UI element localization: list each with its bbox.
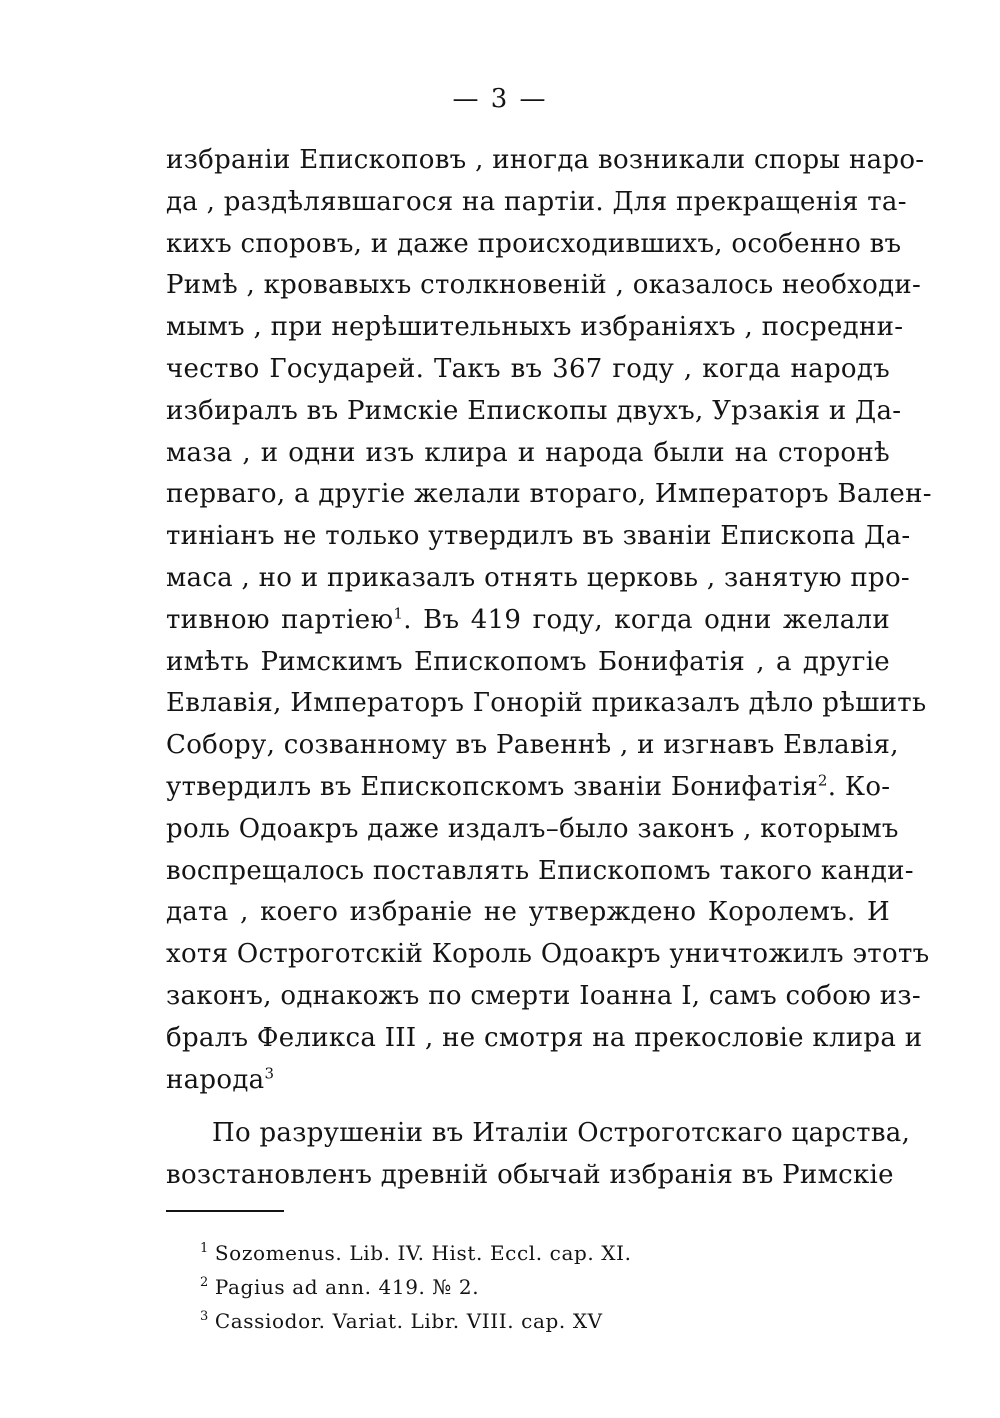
footnote-reference: 1 [393,604,404,623]
text-line-content: законъ, однакожъ по смерти Іоанна I, самъ собою из- [166,980,921,1011]
text-line-content: народа [166,1064,265,1095]
text-line [166,140,925,182]
text-line-content: роль Одоакръ даже издалъ–было законъ , которымъ [166,813,899,844]
footnote-text: Sozomenus. Lib. IV. Hist. Eccl. cap. XI. [214,1241,632,1265]
text-line [166,349,890,391]
text-line [166,1155,894,1197]
text-line [166,558,910,600]
text-line-content: дата , коего избраніе не утверждено Королемъ. И [166,897,890,928]
text-line [166,1113,911,1155]
text-line [166,1060,890,1102]
footnote-mark: 2 [200,1275,209,1291]
text-line [166,642,890,684]
text-line-continuation: . Ко- [827,771,891,802]
footnote-mark: 1 [200,1241,209,1257]
footnote-text: Pagius ad ann. 419. № 2. [214,1275,480,1299]
text-line-content: утвердилъ въ Епископскомъ званіи Бонифатія [166,771,818,802]
footnote [200,1236,800,1270]
paragraph-gap [166,1101,890,1113]
text-line-content: возстановленъ древній обычай избранія въ Римскіе [166,1160,894,1191]
text-line [166,391,902,433]
text-line [166,265,922,307]
main-text [166,140,932,1197]
text-line [166,934,930,976]
text-line-content: маза , и одни изъ клира и народа были на сторонѣ [166,437,890,468]
footnotes [200,1236,800,1338]
text-line [166,809,899,851]
footnote [200,1270,800,1304]
text-line-content: тиніанъ не только утвердилъ въ званіи Епископа Да- [166,521,911,552]
footnote-separator [166,1210,284,1212]
text-line-content: По разрушеніи въ Италіи Остроготскаго царства, [212,1118,911,1149]
text-line-content: бралъ Феликса III , не смотря на прекословіе клира и [166,1022,923,1053]
text-line-content: кихъ споровъ, и даже происходившихъ, особенно въ [166,228,902,259]
text-line [166,1018,923,1060]
text-line-content: Евлавія, Императоръ Гонорій приказалъ дѣло рѣшить [166,688,927,719]
text-line [166,224,902,266]
text-line [166,600,890,642]
text-line [166,474,932,516]
footnote-text: Cassiodor. Variat. Libr. VIII. cap. XV [214,1309,603,1333]
text-line-content: избиралъ въ Римскіе Епископы двухъ, Урзакія и Да- [166,395,902,426]
text-line [166,307,904,349]
footnote-mark: 3 [200,1309,209,1325]
text-line [166,851,914,893]
text-line-content: перваго, а другіе желали втораго, Императоръ Вален- [166,479,932,510]
text-line [166,767,890,809]
text-line [166,892,890,934]
text-line [166,976,921,1018]
text-line-content: чество Государей. Такъ въ 367 году , когда народъ [166,353,890,384]
text-line [166,683,927,725]
text-line-content: Собору, созванному въ Равеннѣ , и изгнавъ Евлавія, [166,730,899,761]
text-line [166,725,899,767]
text-line-content: имѣть Римскимъ Епископомъ Бонифатія , а другіе [166,646,890,677]
text-line-content: Римѣ , кровавыхъ столкновеній , оказалось необходи- [166,270,922,301]
footnote [200,1304,800,1338]
text-line [166,516,911,558]
text-line-continuation: . Въ 419 году, когда одни желали [403,604,890,635]
text-line [166,182,907,224]
footnote-reference: 2 [817,771,828,790]
text-line-content: маса , но и приказалъ отнять церковь , занятую про- [166,562,910,593]
footnote-reference: 3 [264,1063,275,1082]
text-line-content: избраніи Епископовъ , иногда возникали споры наро- [166,145,925,175]
text-line-content: воспрещалось поставлять Епископомъ такого канди- [166,855,914,886]
text-line-content: мымъ , при нерѣшительныхъ избраніяхъ , посредни- [166,312,904,343]
text-line [166,433,890,475]
text-line-content: да , раздѣлявшагося на партіи. Для прекращенія та- [166,186,907,217]
text-line-content: хотя Остроготскій Король Одоакръ уничтожилъ этотъ [166,939,930,970]
text-line-content: тивною партіею [166,604,394,635]
page-number: — 3 — [452,84,548,114]
